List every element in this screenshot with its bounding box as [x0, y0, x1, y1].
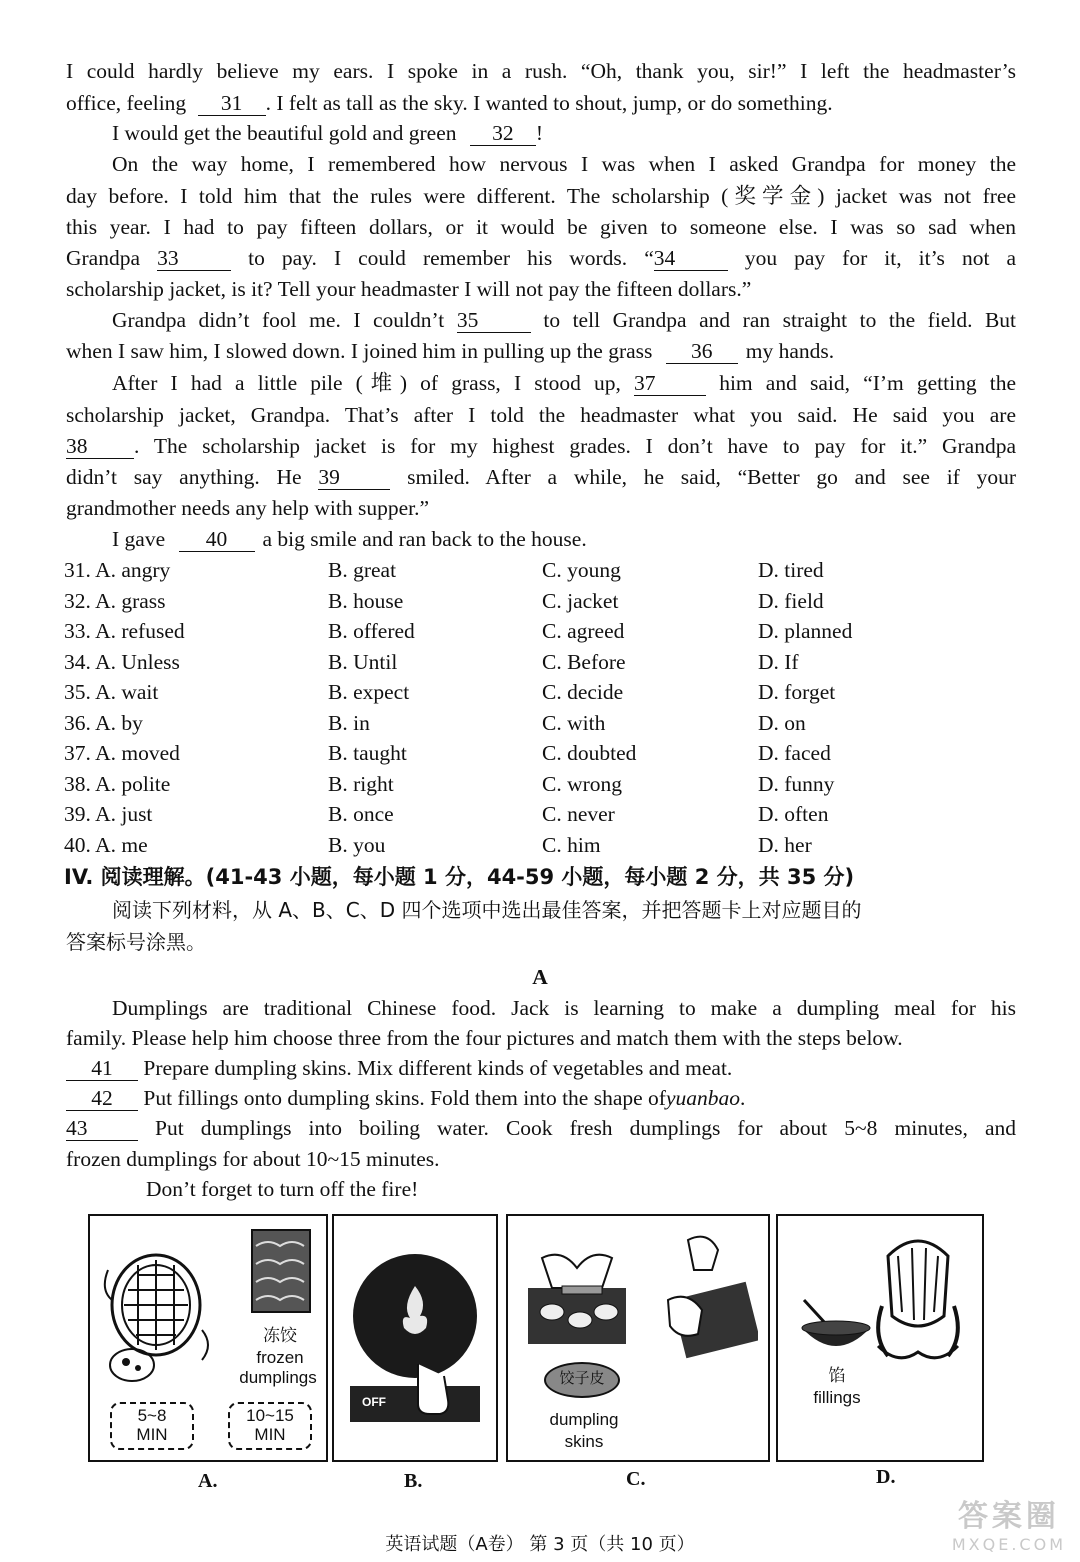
option-b[interactable]: B. you [328, 832, 386, 857]
option-row [64, 830, 1024, 860]
passage-line: grandmother needs any help with supper.” [66, 496, 430, 520]
blank-34[interactable]: 34 [654, 246, 728, 271]
option-a[interactable]: 40. A. me [64, 832, 148, 857]
option-row [64, 616, 1024, 646]
text: when I saw him, I slowed down. I joined him in pulling up the grass [66, 339, 653, 363]
option-row [64, 769, 1024, 799]
blank-43[interactable]: 43 [66, 1116, 138, 1141]
picture-d [776, 1214, 984, 1462]
option-a[interactable]: 35. A. wait [64, 680, 159, 704]
text: Prepare dumpling skins. Mix different kinds of vegetables and meat. [143, 1056, 733, 1080]
passage-line [112, 368, 1016, 398]
text: . The scholarship jacket is for my highest grades. I don’t have to pay for it.” Grandpa [134, 434, 1016, 458]
option-b[interactable]: B. in [328, 710, 370, 735]
frozen-dumplings-label: frozen [256, 1348, 304, 1367]
text: him and said, “I’m getting the [719, 371, 1017, 395]
watermark-text: MXQE.COM [951, 1535, 1066, 1554]
passage-line: scholarship jacket, is it? Tell your headmaster I will not pay the fifteen dollars.” [66, 277, 752, 301]
text: Put fillings onto dumpling skins. Fold them into the shape of [143, 1086, 666, 1110]
option-row [64, 738, 1024, 768]
option-a[interactable]: 38. A. polite [64, 771, 171, 796]
instruction-line: 阅读下列材料，从 A、B、C、D 四个选项中选出最佳答案，并把答题卡上对应题目的 [112, 898, 862, 922]
step-line: Don’t forget to turn off the fire! [146, 1177, 419, 1201]
blank-39[interactable]: 39 [318, 465, 390, 490]
time-box-5-8 [110, 1402, 194, 1450]
option-row [64, 647, 1024, 677]
fillings-bowl-icon [796, 1294, 876, 1364]
text: you pay for it, it’s not a [744, 246, 1017, 270]
option-a[interactable]: 36. A. by [64, 710, 143, 735]
text: ! [535, 121, 544, 145]
passage-line [112, 118, 1062, 148]
watermark: 答案圈 MXQE.COM [951, 1499, 1066, 1554]
option-d[interactable]: D. planned [758, 619, 853, 643]
passage-line: family. Please help him choose three from the four pictures and match them with the steps below. [66, 1026, 903, 1050]
option-b[interactable]: B. once [328, 802, 394, 826]
option-d[interactable]: D. on [758, 710, 806, 735]
option-d[interactable]: D. funny [758, 771, 835, 796]
text: office, feeling [66, 91, 187, 115]
step-line: frozen dumplings for about 10~15 minutes. [66, 1147, 440, 1171]
option-c[interactable]: C. young [542, 558, 621, 582]
text: smiled. After a while, he said, “Better go and see if your [407, 465, 1017, 489]
blank-37[interactable]: 37 [634, 371, 706, 396]
text: I would get the beautiful gold and green [112, 121, 457, 145]
blank-35[interactable]: 35 [457, 308, 531, 333]
dumpling-skins-label: dumpling [549, 1410, 619, 1429]
fillings-cn: 馅 [828, 1366, 846, 1385]
dumpling-skins-badge [544, 1362, 620, 1398]
blank-36[interactable]: 36 [666, 339, 738, 364]
blank-40[interactable]: 40 [179, 527, 255, 552]
option-c[interactable]: C. wrong [542, 771, 623, 796]
picture-a [88, 1214, 328, 1462]
option-b[interactable]: B. expect [328, 680, 410, 704]
option-d[interactable]: D. her [758, 832, 812, 857]
option-d[interactable]: D. faced [758, 741, 831, 765]
passage-line [66, 462, 1016, 492]
frozen-dumplings-cn: 冻饺 [263, 1326, 297, 1345]
time-box-10-15 [228, 1402, 312, 1450]
picture-c [506, 1214, 770, 1462]
option-d[interactable]: D. forget [758, 680, 836, 704]
option-row [64, 555, 1024, 585]
option-b[interactable]: B. offered [328, 619, 415, 643]
text: my hands. [745, 339, 835, 363]
option-c[interactable]: C. Before [542, 649, 626, 674]
option-d[interactable]: D. tired [758, 558, 824, 582]
passage-line: On the way home, I remembered how nervous I was when I asked Grandpa for money the [112, 152, 1016, 176]
picture-d-label: D. [876, 1466, 896, 1488]
text: a big smile and ran back to the house. [262, 527, 587, 551]
blank-33[interactable]: 33 [157, 246, 231, 271]
passage-line [66, 336, 1016, 366]
option-c[interactable]: C. doubted [542, 741, 637, 765]
picture-c-label: C. [626, 1468, 646, 1490]
picture-b [332, 1214, 498, 1462]
option-row [64, 677, 1024, 707]
instruction-line: 答案标号涂黑。 [66, 930, 206, 954]
time-unit: MIN [254, 1425, 286, 1444]
blank-31[interactable]: 31 [198, 91, 266, 116]
option-row [64, 708, 1024, 738]
picture-a-label: A. [198, 1470, 218, 1492]
passage-line [66, 431, 1016, 461]
passage-line [66, 243, 1016, 273]
option-c[interactable]: C. never [542, 802, 615, 826]
rolling-dough-icon [522, 1228, 632, 1348]
text: to tell Grandpa and ran straight to the field. But [543, 308, 1017, 332]
option-b[interactable]: B. taught [328, 741, 407, 765]
off-button-label: OFF [362, 1395, 386, 1409]
option-b[interactable]: B. house [328, 588, 404, 613]
option-c[interactable]: C. jacket [542, 588, 619, 613]
text: I gave [112, 527, 166, 551]
text: to pay. I could remember his words. “ [248, 246, 654, 270]
text: After I had a little pile (堆) of grass, I stood up, [112, 371, 621, 395]
option-row [64, 799, 1024, 829]
option-a[interactable]: 31. A. angry [64, 558, 171, 582]
option-a[interactable]: 33. A. refused [64, 619, 185, 643]
fillings-label: fillings [813, 1388, 861, 1407]
option-b[interactable]: B. great [328, 558, 397, 582]
passage-line [66, 88, 1016, 118]
option-c[interactable]: C. him [542, 832, 601, 857]
passage-line: this year. I had to pay fifteen dollars, or it would be given to someone else. I was so sad when [66, 215, 1016, 239]
option-d[interactable]: D. If [758, 649, 799, 674]
passage-line: scholarship jacket, Grandpa. That’s after I told the headmaster what you said. He said you are [66, 403, 1016, 427]
text: . I felt as tall as the sky. I wanted to shout, jump, or do something. [265, 91, 833, 115]
text: Grandpa didn’t fool me. I couldn’t [112, 308, 445, 332]
page-footer: 英语试题（A卷） 第 3 页（共 10 页） [385, 1534, 695, 1555]
folding-dumpling-icon [868, 1226, 968, 1376]
text: . [740, 1086, 746, 1110]
option-c[interactable]: C. agreed [542, 619, 625, 643]
blank-38[interactable]: 38 [66, 434, 134, 459]
passage-line: day before. I told him that the rules were different. The scholarship (奖学金) jacket was not free [66, 184, 1016, 208]
option-a[interactable]: 39. A. just [64, 802, 153, 826]
time-unit: MIN [136, 1425, 168, 1444]
option-row [64, 586, 1024, 616]
option-d[interactable]: D. field [758, 588, 824, 613]
option-c[interactable]: C. decide [542, 680, 624, 704]
step-line [66, 1083, 1016, 1113]
blank-42[interactable]: 42 [66, 1086, 138, 1111]
passage-line: Dumplings are traditional Chinese food. Jack is learning to make a dumpling meal for his [112, 996, 1016, 1020]
option-c[interactable]: C. with [542, 710, 606, 735]
picture-b-label: B. [404, 1470, 423, 1492]
step-line [66, 1113, 1016, 1143]
option-d[interactable]: D. often [758, 802, 829, 826]
frozen-dumplings-label: dumplings [239, 1368, 317, 1387]
text: Grandpa [66, 246, 141, 270]
text: Put dumplings into boiling water. Cook fresh dumplings for about 5~8 minutes, and [155, 1116, 1016, 1140]
badge-text: 饺子皮 [559, 1370, 605, 1387]
pot-icon [98, 1230, 218, 1390]
option-b[interactable]: B. right [328, 771, 394, 796]
frozen-dumplings-tray-icon [248, 1226, 314, 1316]
chopping-icon [658, 1230, 758, 1360]
option-b[interactable]: B. Until [328, 649, 398, 674]
option-a[interactable]: 34. A. Unless [64, 649, 180, 674]
passage-line: I could hardly believe my ears. I spoke in a rush. “Oh, thank you, sir!” I left the headmaster’s [66, 59, 1016, 83]
dumpling-skins-label: skins [564, 1432, 604, 1451]
blank-41[interactable]: 41 [66, 1056, 138, 1081]
option-a[interactable]: 37. A. moved [64, 741, 180, 765]
section-heading: IV. 阅读理解。(41-43 小题，每小题 1 分，44-59 小题，每小题 2 分，共 35 分) [64, 865, 855, 889]
blank-32[interactable]: 32 [470, 121, 536, 146]
text: didn’t say anything. He [66, 465, 302, 489]
step-line [66, 1053, 1016, 1083]
passage-title: A [532, 965, 548, 989]
time-value: 5~8 [137, 1406, 167, 1425]
option-a[interactable]: 32. A. grass [64, 588, 166, 613]
passage-line [112, 524, 1062, 554]
text: yuanbao [665, 1086, 740, 1110]
passage-line [112, 305, 1016, 335]
time-value: 10~15 [246, 1406, 294, 1425]
